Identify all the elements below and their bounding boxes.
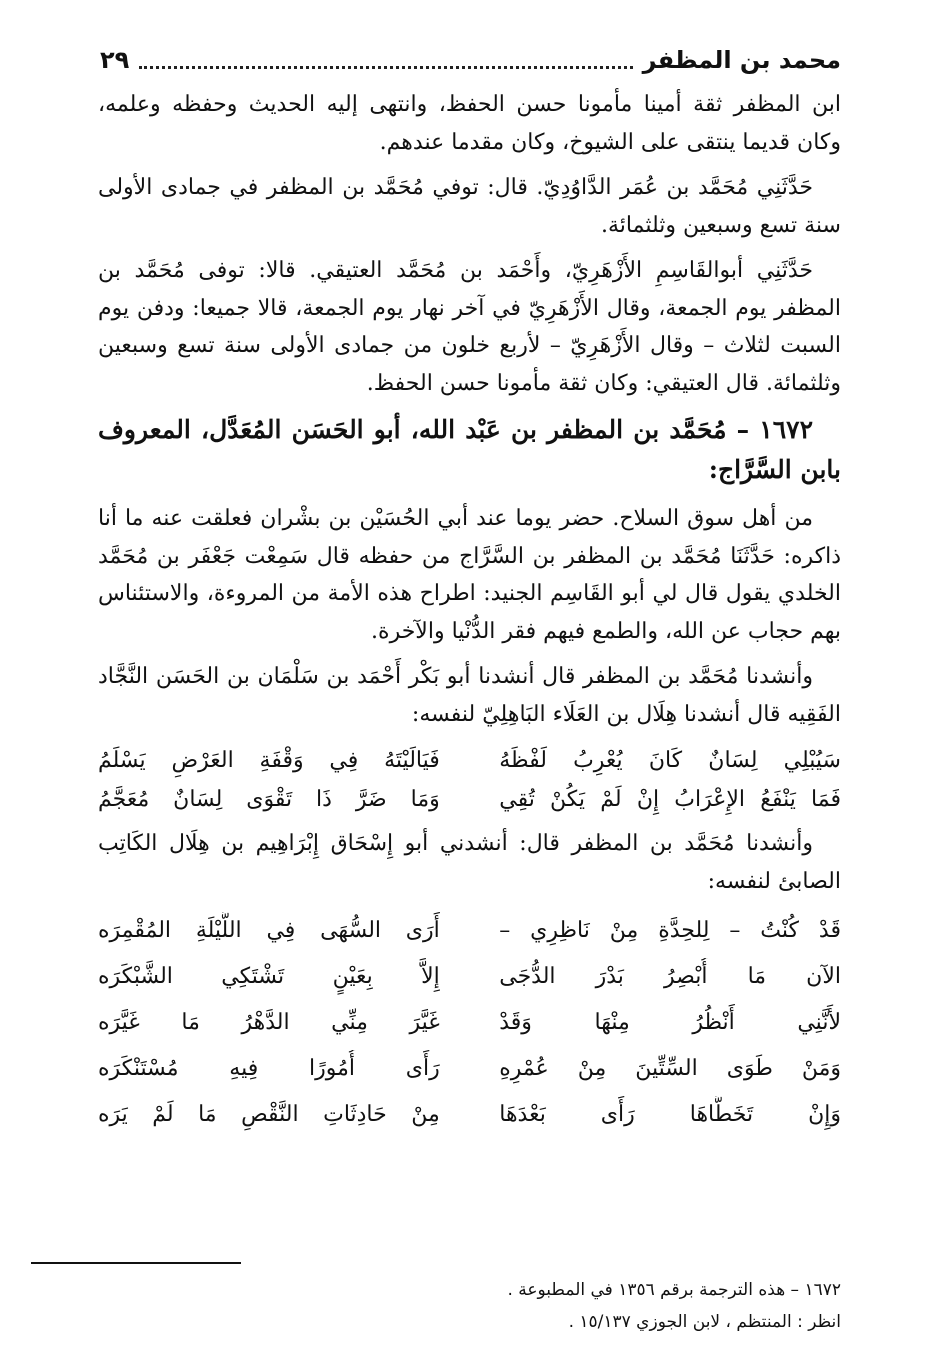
verse-second-hemistich: مِنْ حَادِثَاتِ النَّقْصِ مَا لَمْ يَرَه (98, 1102, 440, 1128)
paragraph: من أهل سوق السلاح. حضر يوما عند أبي الحُسَيْن بن بشْران فعلقت عنه ما أنا ذاكره: حَدَّثَنَا مُحَمَّد بن المظفر بن السَّرَّاج من حفظه قال سَمِعْت جَعْفَر بن مُحَمَّد الخلدي يقول قال لي أبو القَاسِم الجنيد: اطراح هذه الأمة من المروءة، والاستئناس بهم حجاب عن الله، والطمع فيهم فقر الدُّنْيا والآخرة. (98, 506, 841, 644)
verse-line (98, 954, 841, 1000)
verse-first-hemistich: قَدْ كُنْتُ – لِلحِدَّةِ مِنْ نَاظِرِي – (499, 918, 841, 944)
page-number: ٢٩ (100, 46, 130, 74)
verse-second-hemistich: أَرَى السُّهَى فِي اللَّيْلَةِ المُقْمِرَه (98, 918, 440, 944)
footnote: ١٦٧٢ – هذه الترجمة برقم ١٣٥٦ في المطبوعة . (507, 1280, 841, 1300)
paragraph: حَدَّثَنِي أبوالقَاسِمِ الأَزْهَرِيّ، وأَحْمَد بن مُحَمَّد العتيقي. قالا: توفى مُحَمَّد بن المظفر يوم الجمعة، وقال الأَزْهَرِيّ في آخر نهار يوم الجمعة، قالا جميعا: ودفن يوم السبت لثلاث – وقال الأَزْهَرِيّ – لأربع خلون من جمادى الأولى سنة تسع وسبعين وثلثمائة. قال العتيقي: وكان ثقة مأمونا حسن الحفظ. (98, 258, 841, 396)
verse-line (98, 741, 841, 780)
verse-first-hemistich: وَمَنْ طَوَى السِّتِّينَ مِنْ عُمْرِهِ (499, 1056, 841, 1082)
page-body (98, 86, 841, 1144)
verse-first-hemistich: فَمَا يَنْفَعُ الإِعْرَابُ إِنْ لَمْ يَكُنْ تُقِي (499, 786, 841, 812)
verse-first-hemistich: سَيُبْلِي لِسَانٌ كَانَ يُعْرِبُ لَفْظَهُ (499, 747, 841, 773)
footnote-rule (31, 1262, 241, 1264)
entry-heading: ١٦٧٢ – مُحَمَّد بن المظفر بن عَبْد الله، أبو الحَسَن المُعَدَّل، المعروف بابن السَّرَّاج: (98, 415, 841, 484)
verse-second-hemistich: غَيَّرَ مِنِّي الدَّهْرُ مَا غَيَّرَه (98, 1010, 440, 1036)
footnote: انظر : المنتظم ، لابن الجوزي ١٥/١٣٧ . (568, 1312, 841, 1332)
verse-line (98, 780, 841, 819)
verse-first-hemistich: الآن مَا أُبْصِرُ بَدْرَ الدُّجَى (499, 964, 841, 990)
verse-second-hemistich: إِلاَّ بِعَيْنٍ تَشْتَكِي الشَّبْكَرَه (98, 964, 440, 990)
running-header (100, 40, 841, 80)
paragraph: ابن المظفر ثقة أمينا مأمونا حسن الحفظ، وانتهى إليه الحديث وحفظه وعلمه، وكان قديما ينتقى على الشيوخ، وكان مقدما عندهم. (98, 92, 841, 155)
paragraph: وأنشدنا مُحَمَّد بن المظفر قال أنشدنا أبو بَكْر أَحْمَد بن سَلْمَان بن الحَسَن النَّجَّاد الفَقِيه قال أنشدنا هِلَال بن العَلَاء البَاهِلِيّ لنفسه: (98, 664, 841, 727)
verse-second-hemistich: رَأَى أُمُورًا فِيهِ مُسْتَنْكَرَه (98, 1056, 440, 1082)
footnotes (31, 1262, 841, 1338)
verse-first-hemistich: وَإِنْ تَخَطَّاهَا رَأَى بَعْدَهَا (499, 1102, 841, 1128)
paragraph: وأنشدنا مُحَمَّد بن المظفر قال: أنشدني أبو إِسْحَاق إِبْرَاهِيم بن هِلَال الكَاتِب الصابئ لنفسه: (98, 831, 841, 894)
header-dotted-leader (139, 66, 632, 69)
paragraph: حَدَّثَنِي مُحَمَّد بن عُمَر الدَّاوُدِيّ. قال: توفي مُحَمَّد بن المظفر في جمادى الأولى سنة تسع وسبعين وثلثمائة. (98, 175, 841, 238)
verse-line (98, 1000, 841, 1046)
verse-second-hemistich: فَيَالَيْتَهُ فِي وَقْفَةِ العَرْضِ يَسْلَمُ (98, 747, 440, 773)
verse-line (98, 1046, 841, 1092)
verse-second-hemistich: وَمَا ضَرَّ ذَا تَقْوَى لِسَانٌ مُعَجَّمُ (98, 786, 440, 812)
verse-line (98, 1092, 841, 1138)
verse-line (98, 908, 841, 954)
poem-verses (98, 908, 841, 1138)
poem-verses (98, 741, 841, 819)
header-title: محمد بن المظفر (642, 46, 841, 74)
verse-first-hemistich: لأَنَّنِي أَنْظُرُ مِنْهَا وَقَدْ (499, 1010, 841, 1036)
